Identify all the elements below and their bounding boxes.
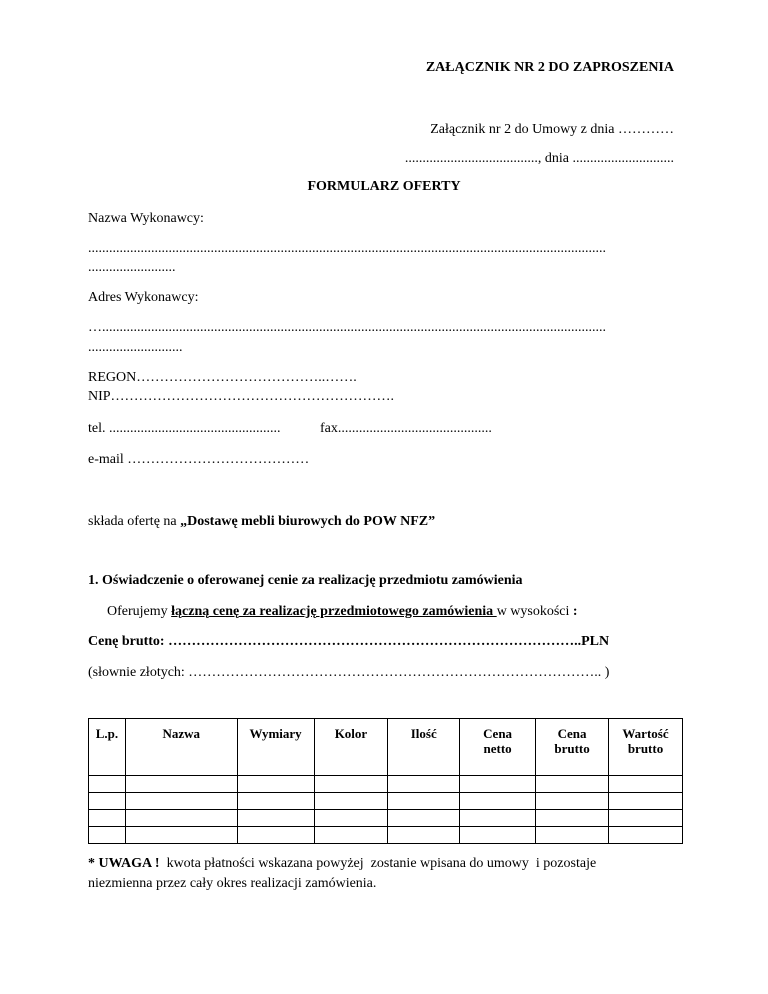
col-header-nazwa: Nazwa [125, 719, 237, 776]
fax-line: fax............................................ [320, 421, 492, 436]
contractor-address-dots-2: ........................... [88, 340, 183, 355]
offer-line-underlined: łączną cenę za realizację przedmiotowego zamówienia [171, 604, 497, 619]
place-date-line: ......................................, dnia ............................. [404, 151, 674, 166]
contractor-address-dots-1: …................................................................................................................................................ [88, 320, 606, 335]
table-header-row [89, 719, 683, 776]
table-cell[interactable] [314, 776, 388, 793]
table-cell[interactable] [460, 776, 536, 793]
table-cell[interactable] [460, 810, 536, 827]
form-title: FORMULARZ OFERTY [307, 179, 461, 194]
table-row [89, 827, 683, 844]
table-cell[interactable] [609, 776, 683, 793]
section1-heading: 1. Oświadczenie o oferowanej cenie za realizację przedmiotu zamówienia [88, 573, 523, 588]
offer-intro-prefix: składa ofertę na [88, 514, 181, 529]
note-line-1 [88, 856, 596, 872]
note-text-1: kwota płatności wskazana powyżej zostanie wpisana do umowy i pozostaje [159, 856, 597, 871]
table-row [89, 793, 683, 810]
price-in-words-line: (słownie złotych: …………………………………………………………………………….. ) [88, 665, 610, 680]
table-cell[interactable] [89, 793, 126, 810]
table-cell[interactable] [609, 810, 683, 827]
table-cell[interactable] [388, 776, 460, 793]
col-header-lp: L.p. [89, 719, 126, 776]
table-row [89, 810, 683, 827]
contractor-name-dots-1: .................................................................................................................................................... [88, 241, 606, 256]
table-cell[interactable] [536, 827, 609, 844]
offer-line-colon: : [572, 604, 578, 619]
col-header-ilosc: Ilość [388, 719, 460, 776]
contractor-name-dots-2: ......................... [88, 260, 176, 275]
table-cell[interactable] [536, 810, 609, 827]
contractor-address-label: Adres Wykonawcy: [88, 290, 199, 305]
offer-subject: „Dostawę mebli biurowych do POW NFZ” [180, 514, 436, 529]
table-cell[interactable] [388, 793, 460, 810]
regon-line: REGON…………………………………..……. [88, 370, 357, 385]
table-cell[interactable] [125, 776, 237, 793]
table-cell[interactable] [460, 793, 536, 810]
table-cell[interactable] [314, 810, 388, 827]
offer-table [88, 718, 683, 844]
offer-intro [88, 514, 435, 530]
table-cell[interactable] [125, 827, 237, 844]
note-label: * UWAGA ! [88, 856, 160, 871]
agreement-date-line: Załącznik nr 2 do Umowy z dnia ………… [430, 122, 674, 137]
col-header-cena-netto: Cena netto [460, 719, 536, 776]
col-header-wymiary: Wymiary [237, 719, 314, 776]
table-cell[interactable] [237, 827, 314, 844]
section1-offer-line [107, 604, 578, 620]
offer-line-suffix: w wysokości [496, 604, 573, 619]
table-cell[interactable] [237, 793, 314, 810]
attachment-title: ZAŁĄCZNIK NR 2 DO ZAPROSZENIA [425, 60, 674, 75]
email-line: e-mail ………………………………… [88, 452, 310, 467]
contractor-name-label: Nazwa Wykonawcy: [88, 211, 204, 226]
col-header-wartosc-brutto: Wartość brutto [609, 719, 683, 776]
col-header-cena-brutto: Cena brutto [536, 719, 609, 776]
offer-line-prefix: Oferujemy [107, 604, 172, 619]
table-cell[interactable] [536, 793, 609, 810]
tel-line: tel. ................................................. [88, 421, 281, 436]
table-cell[interactable] [125, 810, 237, 827]
table-cell[interactable] [388, 827, 460, 844]
table-cell[interactable] [536, 776, 609, 793]
table-cell[interactable] [388, 810, 460, 827]
note-line-2: niezmienna przez cały okres realizacji zamówienia. [88, 876, 377, 891]
table-cell[interactable] [89, 810, 126, 827]
table-cell[interactable] [460, 827, 536, 844]
table-cell[interactable] [125, 793, 237, 810]
table-cell[interactable] [89, 776, 126, 793]
table-cell[interactable] [314, 827, 388, 844]
nip-line: NIP……………………………………………………. [88, 389, 395, 404]
gross-price-line: Cenę brutto: ……………………………………………………………………………..PLN [88, 634, 610, 649]
table-cell[interactable] [237, 776, 314, 793]
table-cell[interactable] [609, 827, 683, 844]
table-cell[interactable] [314, 793, 388, 810]
table-cell[interactable] [89, 827, 126, 844]
table-cell[interactable] [237, 810, 314, 827]
col-header-kolor: Kolor [314, 719, 388, 776]
table-row [89, 776, 683, 793]
table-cell[interactable] [609, 793, 683, 810]
